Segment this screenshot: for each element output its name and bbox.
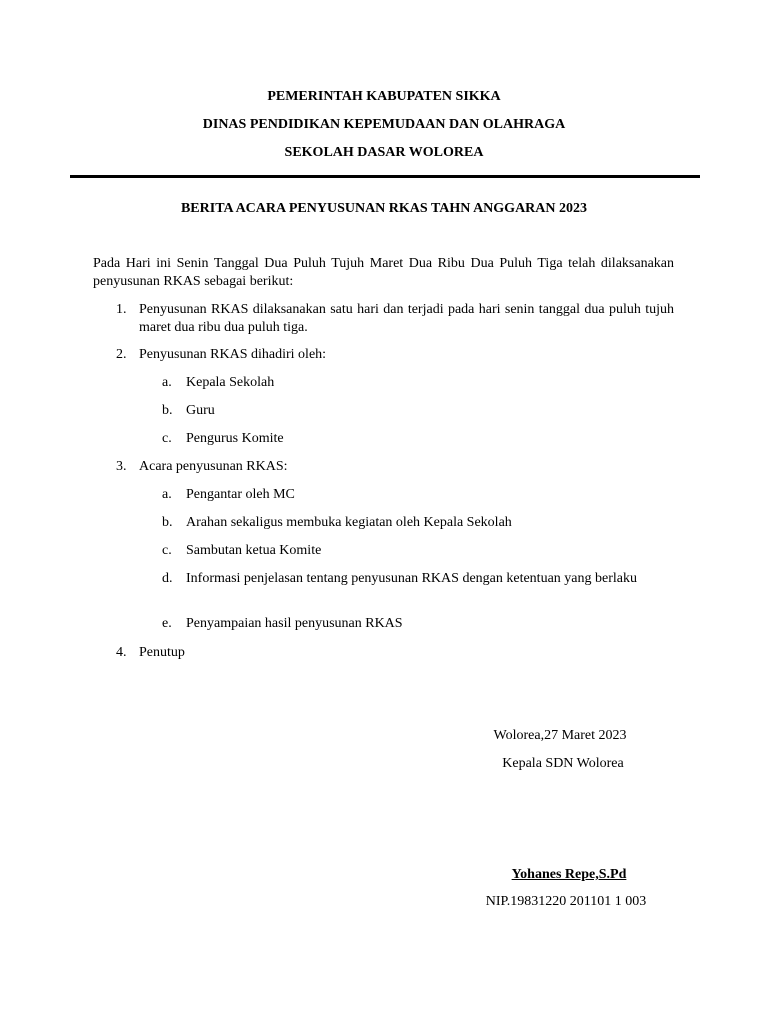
letterhead-divider	[70, 175, 700, 178]
sub-item-letter: a.	[162, 487, 172, 502]
sub-item-text: Informasi penjelasan tentang penyusunan RKAS dengan ketentuan yang berlaku	[186, 571, 637, 586]
signature-position: Kepala SDN Wolorea	[502, 756, 624, 771]
sub-item-text: Sambutan ketua Komite	[186, 543, 322, 558]
signature-name	[469, 866, 669, 884]
sub-item-text: Penyampaian hasil penyusunan RKAS	[186, 616, 403, 631]
sub-item-letter: d.	[162, 571, 173, 586]
list-item-text: Acara penyusunan RKAS:	[139, 459, 288, 474]
sub-item-text: Arahan sekaligus membuka kegiatan oleh Kepala Sekolah	[186, 515, 512, 530]
list-item-number: 4.	[116, 645, 127, 660]
sub-item-letter: c.	[162, 431, 172, 446]
signature-place-date: Wolorea,27 Maret 2023	[493, 728, 627, 743]
signature-nip: NIP.19831220 201101 1 003	[485, 894, 647, 909]
sub-item-letter: b.	[162, 403, 173, 418]
sub-item-text: Guru	[186, 403, 215, 418]
list-item-number: 2.	[116, 347, 127, 362]
sub-item-text: Pengurus Komite	[186, 431, 284, 446]
sub-item-letter: a.	[162, 375, 172, 390]
list-item-text: Penyusunan RKAS dilaksanakan satu hari dan terjadi pada hari senin tanggal dua puluh tujuh maret dua ribu dua puluh tiga.	[139, 302, 674, 335]
sub-item-letter: c.	[162, 543, 172, 558]
list-item-text: Penutup	[139, 645, 185, 660]
sub-item-letter: e.	[162, 616, 172, 631]
list-item-number: 3.	[116, 459, 127, 474]
letterhead-school: SEKOLAH DASAR WOLOREA	[284, 145, 484, 160]
sub-item-text: Pengantar oleh MC	[186, 487, 295, 502]
sub-item-text: Kepala Sekolah	[186, 375, 275, 390]
list-item-number: 1.	[116, 302, 127, 317]
letterhead-department: DINAS PENDIDIKAN KEPEMUDAAN DAN OLAHRAGA	[202, 117, 566, 132]
letterhead-government: PEMERINTAH KABUPATEN SIKKA	[267, 89, 501, 104]
intro-paragraph: Pada Hari ini Senin Tanggal Dua Puluh Tujuh Maret Dua Ribu Dua Puluh Tiga telah dilaksanakan penyusunan RKAS sebagai berikut:	[93, 256, 674, 289]
sub-item-letter: b.	[162, 515, 173, 530]
document-title: BERITA ACARA PENYUSUNAN RKAS TAHN ANGGARAN 2023	[180, 201, 588, 216]
signatory-name: Yohanes Repe,S.Pd	[511, 867, 627, 882]
list-item-text: Penyusunan RKAS dihadiri oleh:	[139, 347, 327, 362]
